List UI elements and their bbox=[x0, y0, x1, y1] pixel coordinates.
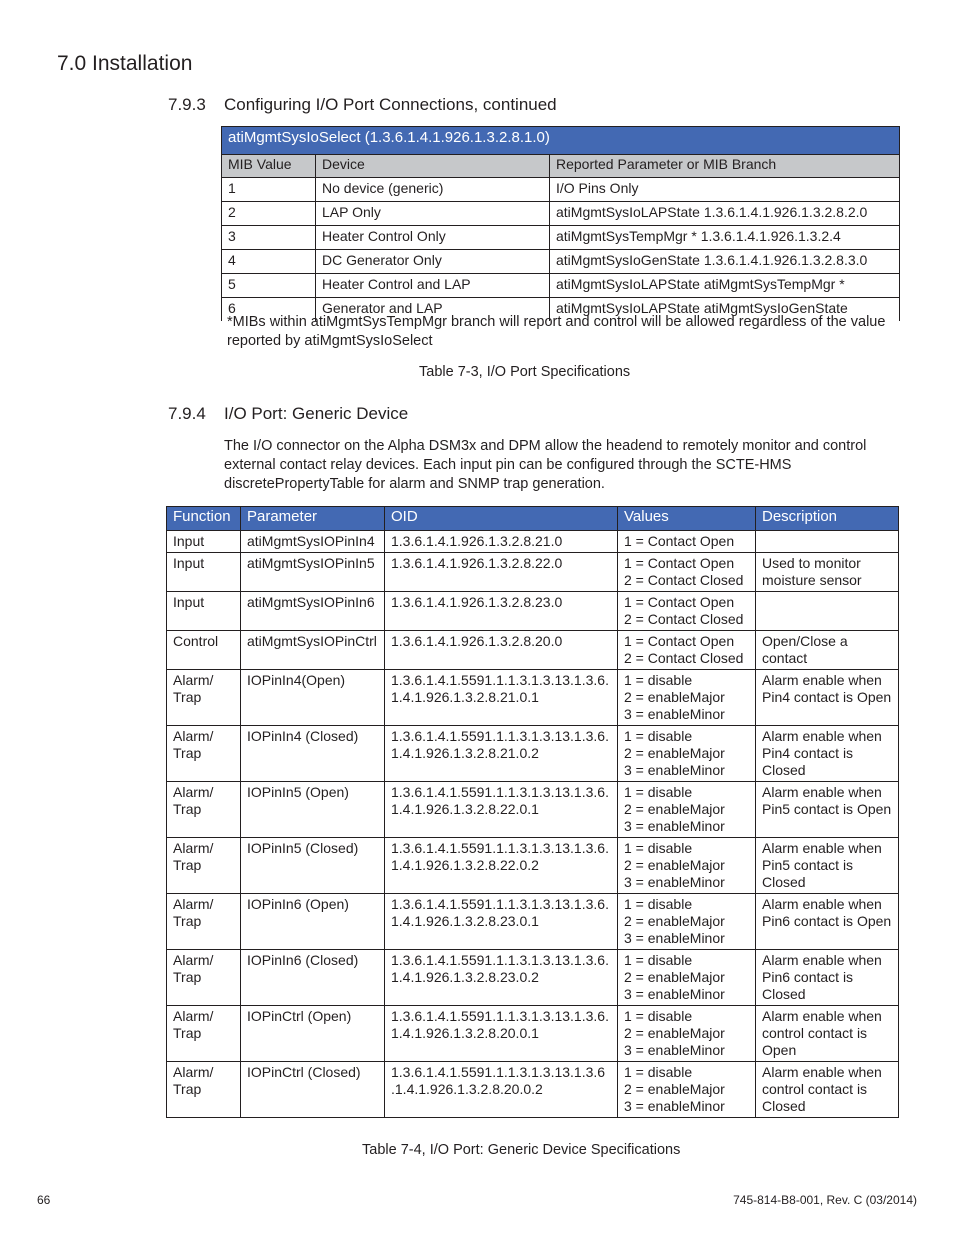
table-cell: IOPinCtrl (Open) bbox=[241, 1006, 385, 1062]
table-cell: Open/Close a contact bbox=[756, 631, 899, 670]
table-row bbox=[222, 178, 900, 202]
table-cell: Heater Control Only bbox=[316, 226, 550, 250]
table-cell: 1.3.6.1.4.1.5591.1.1.3.1.3.13.1.3.6. 1.4.1.926.1.3.2.8.22.0.1 bbox=[385, 782, 618, 838]
table-cell: 1.3.6.1.4.1.5591.1.1.3.1.3.13.1.3.6. 1.4.1.926.1.3.2.8.20.0.1 bbox=[385, 1006, 618, 1062]
table-cell: Used to monitor moisture sensor bbox=[756, 553, 899, 592]
body-paragraph: The I/O connector on the Alpha DSM3x and DPM allow the headend to remotely monitor and control external contact relay devices. Each input pin can be configured through the SCTE-HMS discretePropertyTable for alarm and SNMP trap generation. bbox=[224, 438, 867, 492]
table-cell: Heater Control and LAP bbox=[316, 274, 550, 298]
table-cell: 1.3.6.1.4.1.926.1.3.2.8.20.0 bbox=[385, 631, 618, 670]
table-cell: 1 = disable 2 = enableMajor 3 = enableMinor bbox=[618, 726, 756, 782]
table-cell: Alarm enable when Pin6 contact is Open bbox=[756, 894, 899, 950]
table-cell: 6 bbox=[222, 298, 316, 322]
table-cell: 1.3.6.1.4.1.5591.1.1.3.1.3.13.1.3.6. 1.4.1.926.1.3.2.8.22.0.2 bbox=[385, 838, 618, 894]
table-cell: atiMgmtSysIOPinIn5 bbox=[241, 553, 385, 592]
table-cell: 1 = Contact Open bbox=[618, 531, 756, 553]
table-row bbox=[167, 726, 899, 782]
table-cell: 2 bbox=[222, 202, 316, 226]
table-row bbox=[167, 670, 899, 726]
table-cell: 4 bbox=[222, 250, 316, 274]
table-cell: Alarm enable when Pin4 contact is Open bbox=[756, 670, 899, 726]
table-caption: Table 7-4, I/O Port: Generic Device Specifications bbox=[362, 1142, 681, 1158]
table-cell: Alarm enable when Pin5 contact is Open bbox=[756, 782, 899, 838]
section-title: Configuring I/O Port Connections, continued bbox=[224, 95, 557, 114]
table-row bbox=[222, 202, 900, 226]
table-cell: 1 = disable 2 = enableMajor 3 = enableMinor bbox=[618, 838, 756, 894]
table-cell: Control bbox=[167, 631, 241, 670]
table-row bbox=[167, 1062, 899, 1118]
table-cell: 1 bbox=[222, 178, 316, 202]
table-cell: IOPinCtrl (Closed) bbox=[241, 1062, 385, 1118]
table-cell: Alarm enable when Pin4 contact is Closed bbox=[756, 726, 899, 782]
table-cell: 1 = disable 2 = enableMajor 3 = enableMinor bbox=[618, 782, 756, 838]
table-title: atiMgmtSysIoSelect (1.3.6.1.4.1.926.1.3.2.8.1.0) bbox=[222, 127, 900, 155]
table-cell: Alarm/ Trap bbox=[167, 1062, 241, 1118]
table-row bbox=[222, 250, 900, 274]
table-row bbox=[167, 950, 899, 1006]
column-header: MIB Value bbox=[222, 155, 316, 178]
table-cell: 1.3.6.1.4.1.5591.1.1.3.1.3.13.1.3.6. 1.4.1.926.1.3.2.8.21.0.1 bbox=[385, 670, 618, 726]
table-cell bbox=[756, 592, 899, 631]
table-cell: atiMgmtSysIoLAPState atiMgmtSysIoGenState bbox=[550, 298, 900, 322]
doc-id: 745-814-B8-001, Rev. C (03/2014) bbox=[733, 1193, 917, 1207]
table-cell: 1 = disable 2 = enableMajor 3 = enableMinor bbox=[618, 1062, 756, 1118]
table-cell: Input bbox=[167, 553, 241, 592]
table-row bbox=[167, 838, 899, 894]
table-cell: Alarm enable when Pin5 contact is Closed bbox=[756, 838, 899, 894]
table-cell: Alarm/ Trap bbox=[167, 782, 241, 838]
table-cell bbox=[756, 531, 899, 553]
column-header: Values bbox=[618, 507, 756, 531]
section-number: 7.9.3 bbox=[168, 95, 206, 114]
column-header: Device bbox=[316, 155, 550, 178]
table-row bbox=[167, 553, 899, 592]
table-cell: 1 = disable 2 = enableMajor 3 = enableMinor bbox=[618, 950, 756, 1006]
table-row bbox=[167, 894, 899, 950]
table-row bbox=[222, 274, 900, 298]
table-cell: LAP Only bbox=[316, 202, 550, 226]
table-cell: Alarm/ Trap bbox=[167, 726, 241, 782]
table-cell: 1 = disable 2 = enableMajor 3 = enableMinor bbox=[618, 1006, 756, 1062]
table-row bbox=[167, 531, 899, 553]
table-cell: 5 bbox=[222, 274, 316, 298]
table-cell: IOPinIn6 (Closed) bbox=[241, 950, 385, 1006]
table-cell: Alarm/ Trap bbox=[167, 670, 241, 726]
table-cell: IOPinIn5 (Open) bbox=[241, 782, 385, 838]
table-cell: 1 = Contact Open 2 = Contact Closed bbox=[618, 592, 756, 631]
table-cell: 1 = Contact Open 2 = Contact Closed bbox=[618, 631, 756, 670]
table-cell: 3 bbox=[222, 226, 316, 250]
table-cell: Alarm/ Trap bbox=[167, 1006, 241, 1062]
table-cell: atiMgmtSysIOPinIn6 bbox=[241, 592, 385, 631]
table-cell: IOPinIn4 (Closed) bbox=[241, 726, 385, 782]
column-header: OID bbox=[385, 507, 618, 531]
table-row bbox=[222, 226, 900, 250]
page-number: 66 bbox=[37, 1193, 51, 1207]
table-cell: 1 = disable 2 = enableMajor 3 = enableMinor bbox=[618, 670, 756, 726]
table-cell: I/O Pins Only bbox=[550, 178, 900, 202]
table-cell: 1.3.6.1.4.1.5591.1.1.3.1.3.13.1.3.6. 1.4.1.926.1.3.2.8.21.0.2 bbox=[385, 726, 618, 782]
table-row bbox=[167, 1006, 899, 1062]
table-row bbox=[167, 631, 899, 670]
table-cell: 1.3.6.1.4.1.926.1.3.2.8.22.0 bbox=[385, 553, 618, 592]
table-cell: IOPinIn6 (Open) bbox=[241, 894, 385, 950]
table-cell: IOPinIn4(Open) bbox=[241, 670, 385, 726]
table-cell: 1.3.6.1.4.1.926.1.3.2.8.23.0 bbox=[385, 592, 618, 631]
table-cell: 1 = Contact Open 2 = Contact Closed bbox=[618, 553, 756, 592]
section-heading-794 bbox=[168, 404, 408, 424]
table-cell: DC Generator Only bbox=[316, 250, 550, 274]
table-note: *MIBs within atiMgmtSysTempMgr branch will report and control will be allowed regardless of the value reported by atiMgmtSysIoSelect bbox=[227, 314, 886, 349]
table-cell: Input bbox=[167, 531, 241, 553]
table-row bbox=[167, 592, 899, 631]
column-header: Parameter bbox=[241, 507, 385, 531]
page-title: 7.0 Installation bbox=[57, 52, 193, 75]
column-header: Reported Parameter or MIB Branch bbox=[550, 155, 900, 178]
table-cell: Alarm enable when Pin6 contact is Closed bbox=[756, 950, 899, 1006]
table-cell: Alarm/ Trap bbox=[167, 838, 241, 894]
table-cell: atiMgmtSysIoLAPState atiMgmtSysTempMgr * bbox=[550, 274, 900, 298]
section-heading-793 bbox=[168, 95, 557, 115]
table-cell: Alarm/ Trap bbox=[167, 950, 241, 1006]
table-cell: Alarm enable when control contact is Closed bbox=[756, 1062, 899, 1118]
table-cell: IOPinIn5 (Closed) bbox=[241, 838, 385, 894]
generic-device-table bbox=[166, 506, 899, 1118]
column-header: Description bbox=[756, 507, 899, 531]
table-cell: atiMgmtSysTempMgr * 1.3.6.1.4.1.926.1.3.2.4 bbox=[550, 226, 900, 250]
table-cell: 1.3.6.1.4.1.926.1.3.2.8.21.0 bbox=[385, 531, 618, 553]
table-cell: Alarm enable when control contact is Open bbox=[756, 1006, 899, 1062]
table-cell: Alarm/ Trap bbox=[167, 894, 241, 950]
table-cell: 1 = disable 2 = enableMajor 3 = enableMinor bbox=[618, 894, 756, 950]
table-cell: 1.3.6.1.4.1.5591.1.1.3.1.3.13.1.3.6 .1.4.1.926.1.3.2.8.20.0.2 bbox=[385, 1062, 618, 1118]
table-cell: atiMgmtSysIoLAPState 1.3.6.1.4.1.926.1.3.2.8.2.0 bbox=[550, 202, 900, 226]
table-cell: 1.3.6.1.4.1.5591.1.1.3.1.3.13.1.3.6. 1.4.1.926.1.3.2.8.23.0.1 bbox=[385, 894, 618, 950]
table-caption: Table 7-3, I/O Port Specifications bbox=[419, 364, 631, 380]
table-cell: atiMgmtSysIoGenState 1.3.6.1.4.1.926.1.3.2.8.3.0 bbox=[550, 250, 900, 274]
io-select-table bbox=[221, 126, 900, 321]
table-cell: atiMgmtSysIOPinCtrl bbox=[241, 631, 385, 670]
table-row bbox=[167, 782, 899, 838]
column-header: Function bbox=[167, 507, 241, 531]
table-cell: No device (generic) bbox=[316, 178, 550, 202]
table-cell: Generator and LAP bbox=[316, 298, 550, 322]
table-cell: Input bbox=[167, 592, 241, 631]
section-title: I/O Port: Generic Device bbox=[224, 404, 409, 423]
table-cell: 1.3.6.1.4.1.5591.1.1.3.1.3.13.1.3.6. 1.4.1.926.1.3.2.8.23.0.2 bbox=[385, 950, 618, 1006]
section-number: 7.9.4 bbox=[168, 404, 206, 423]
table-cell: atiMgmtSysIOPinIn4 bbox=[241, 531, 385, 553]
